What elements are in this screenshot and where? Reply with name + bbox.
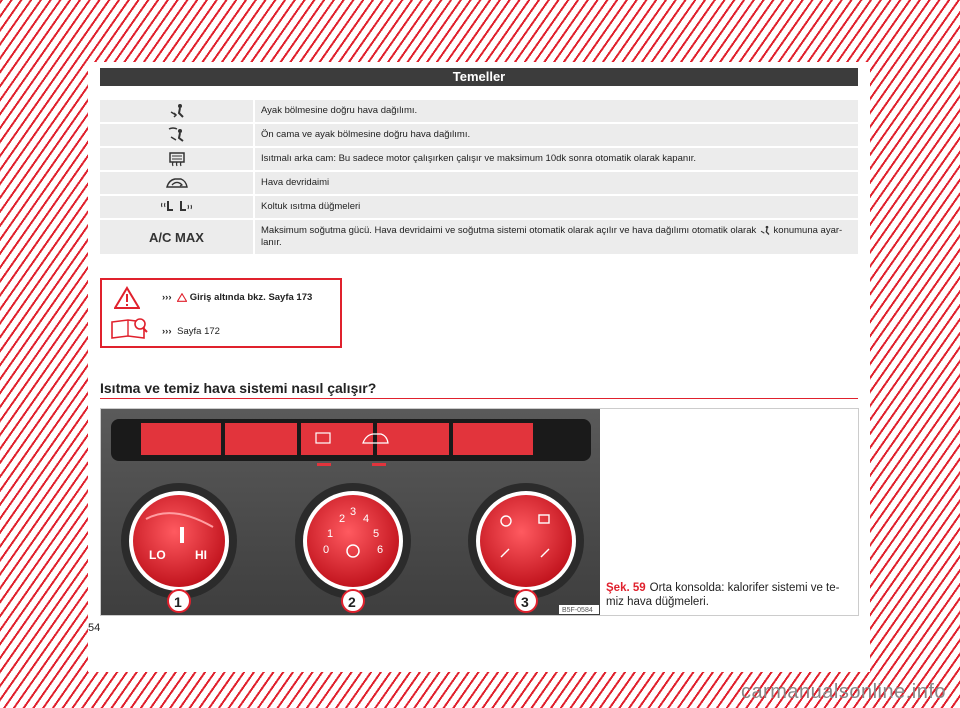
section-header: Temeller <box>100 68 858 86</box>
watermark: carmanualsonline.info <box>740 681 946 703</box>
button-strip <box>141 423 533 455</box>
rear-window-heater-icon <box>168 151 186 167</box>
page-reference[interactable]: ››› Sayfa 172 <box>162 326 220 337</box>
svg-text:1: 1 <box>327 528 334 540</box>
console-figure <box>100 408 602 616</box>
caption-panel <box>600 408 859 616</box>
svg-text:5: 5 <box>373 528 380 540</box>
row-description: Ön cama ve ayak bölmesine doğru hava dağılımı. <box>261 129 471 140</box>
callout-3 <box>515 589 537 612</box>
section-divider <box>100 398 858 399</box>
table-row <box>100 148 858 170</box>
svg-text:4: 4 <box>363 513 370 525</box>
table-row <box>100 124 858 146</box>
controls-table <box>100 100 858 256</box>
row-description: Ayak bölmesine doğru hava dağılımı. <box>261 105 418 116</box>
figure-code: B5F-0584 <box>562 607 593 614</box>
figure-caption: Şek. 59 Orta konsolda: kalorifer sistemi ve te-miz hava düğmeleri. <box>606 582 840 608</box>
warning-triangle-icon <box>114 286 140 310</box>
air-distribution-knob[interactable] <box>468 483 584 599</box>
svg-text:3: 3 <box>350 506 357 518</box>
table-row <box>100 172 858 194</box>
console-illustration <box>101 409 601 615</box>
temperature-knob[interactable] <box>121 483 237 599</box>
svg-text:3: 3 <box>521 594 529 610</box>
ac-max-icon: A/C MAX <box>149 229 204 245</box>
svg-text:2: 2 <box>348 594 356 610</box>
table-row <box>100 196 858 218</box>
warning-triangle-icon <box>177 293 187 302</box>
row-description: Isıtmalı arka cam: Bu sadece motor çalışırken çalışır ve maksimum 10dk sonra otomatik olarak kapanır. <box>261 153 697 164</box>
svg-text:LO: LO <box>149 548 166 562</box>
windscreen-footwell-airflow-icon <box>167 127 187 143</box>
seat-heating-icon <box>159 199 195 215</box>
air-recirculation-icon <box>165 176 189 190</box>
reference-box <box>100 278 342 348</box>
manual-page <box>88 62 870 672</box>
fan-speed-knob[interactable] <box>295 483 411 599</box>
table-row <box>100 100 858 122</box>
section-title: Isıtma ve temiz hava sistemi nasıl çalışır? <box>100 380 377 396</box>
svg-text:2: 2 <box>339 513 346 525</box>
warning-reference[interactable]: ››› Giriş altında bkz. Sayfa 173 <box>162 292 313 303</box>
row-description: Maksimum soğutma gücü. Hava devridaimi ve soğutma sistemi otomatik olarak açılır ve hava dağılımı otomatik olarak konumuna ayar-lanır. <box>261 225 843 248</box>
callout-1 <box>168 589 190 612</box>
row-description: Hava devridaimi <box>261 177 330 188</box>
table-row <box>100 220 858 254</box>
manual-book-icon <box>110 316 150 342</box>
footwell-airflow-icon <box>759 225 771 236</box>
svg-text:HI: HI <box>195 548 207 562</box>
svg-text:0: 0 <box>323 544 330 556</box>
footwell-airflow-icon <box>168 103 186 119</box>
svg-text:1: 1 <box>174 594 182 610</box>
svg-text:6: 6 <box>377 544 384 556</box>
callout-2 <box>342 589 364 612</box>
row-description: Koltuk ısıtma düğmeleri <box>261 201 361 212</box>
page-number: 54 <box>88 622 101 634</box>
